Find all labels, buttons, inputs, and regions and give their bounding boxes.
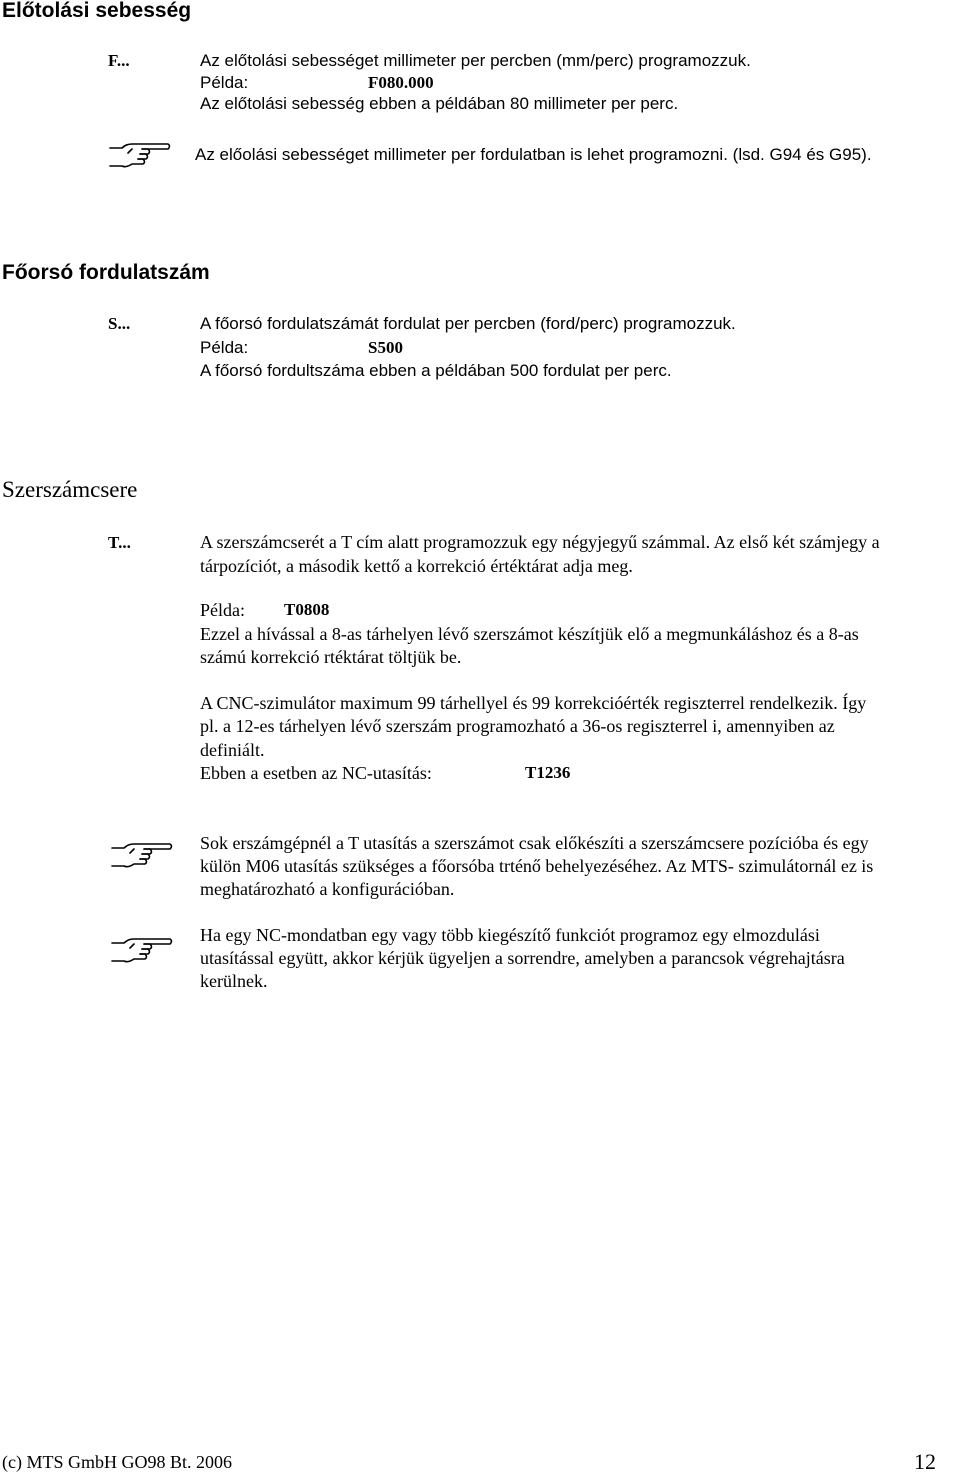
tool-note1-line2: külön M06 utasítás szükséges a főorsóba trténő behelyezéséhez. Az MTS- szimulátornál ez is (200, 856, 874, 876)
tool-para1-line1: A szerszámcserét a T cím alatt programozzuk egy négyjegyű számmal. Az első két számjegy a (200, 532, 880, 552)
code-t: T... (108, 533, 131, 552)
tool-para2-line2: számú korrekció rtéktárat töltjük be. (200, 647, 462, 667)
page-number: 12 (914, 1449, 936, 1474)
feed-rate-example-value: F080.000 (368, 73, 434, 92)
nc-instruction-value: T1236 (525, 763, 571, 782)
tool-note2-line2: utasítással együtt, akkor kérjük ügyeljen a sorrendre, amelyben a parancsok végrehajtásra (200, 948, 845, 968)
tool-note2-line3: kerülnek. (200, 971, 268, 991)
section-heading-feed-rate: Előtolási sebesség (2, 0, 192, 22)
section-heading-tool-change: Szerszámcsere (2, 477, 138, 502)
pointing-hand-icon (108, 140, 172, 172)
tool-para3-line3: definiált. (200, 740, 265, 760)
pointing-hand-icon (110, 840, 174, 872)
tool-example-label: Példa: (200, 600, 245, 620)
spindle-line1: A főorsó fordulatszámát fordulat per percben (ford/perc) programozzuk. (200, 314, 736, 333)
tool-note1-line3: meghatározható a konfigurációban. (200, 879, 455, 899)
tool-note1-line1: Sok erszámgépnél a T utasítás a szerszámot csak előkészíti a szerszámcsere pozícióba és egy (200, 833, 869, 853)
spindle-example-value: S500 (368, 338, 403, 357)
feed-rate-example-label: Példa: (200, 73, 249, 92)
tool-example-value: T0808 (284, 600, 330, 619)
tool-para3-line2: pl. a 12-es tárhelyen lévő szerszám programozható a 36-os regiszterrel i, amennyiben az (200, 716, 835, 736)
feed-rate-line3: Az előtolási sebesség ebben a példában 80 millimeter per perc. (200, 94, 679, 113)
code-f: F... (108, 51, 130, 70)
tool-note2-line1: Ha egy NC-mondatban egy vagy több kiegészítő funkciót programoz egy elmozdulási (200, 925, 820, 945)
footer-copyright: (c) MTS GmbH GO98 Bt. 2006 (2, 1452, 232, 1472)
tool-para3-line1: A CNC-szimulátor maximum 99 tárhellyel és 99 korrekcióérték regiszterrel rendelkezik. Így (200, 693, 867, 713)
section-heading-spindle-speed: Főorsó fordulatszám (2, 261, 210, 284)
feed-rate-note: Az előolási sebességet millimeter per fordulatban is lehet programozni. (lsd. G94 és G95). (195, 145, 872, 164)
tool-para1-line2: tárpozíciót, a második kettő a korrekció értéktárat adja meg. (200, 556, 633, 576)
spindle-line3: A főorsó fordultszáma ebben a példában 500 fordulat per perc. (200, 361, 672, 380)
tool-para2-line1: Ezzel a hívással a 8-as tárhelyen lévő szerszámot készítjük elő a megmunkáláshoz és a 8-as (200, 624, 859, 644)
code-s: S... (108, 314, 131, 333)
feed-rate-line1: Az előtolási sebességet millimeter per percben (mm/perc) programozzuk. (200, 51, 751, 70)
pointing-hand-icon (110, 935, 174, 967)
nc-instruction-label: Ebben a esetben az NC-utasítás: (200, 763, 432, 783)
spindle-example-label: Példa: (200, 338, 249, 357)
